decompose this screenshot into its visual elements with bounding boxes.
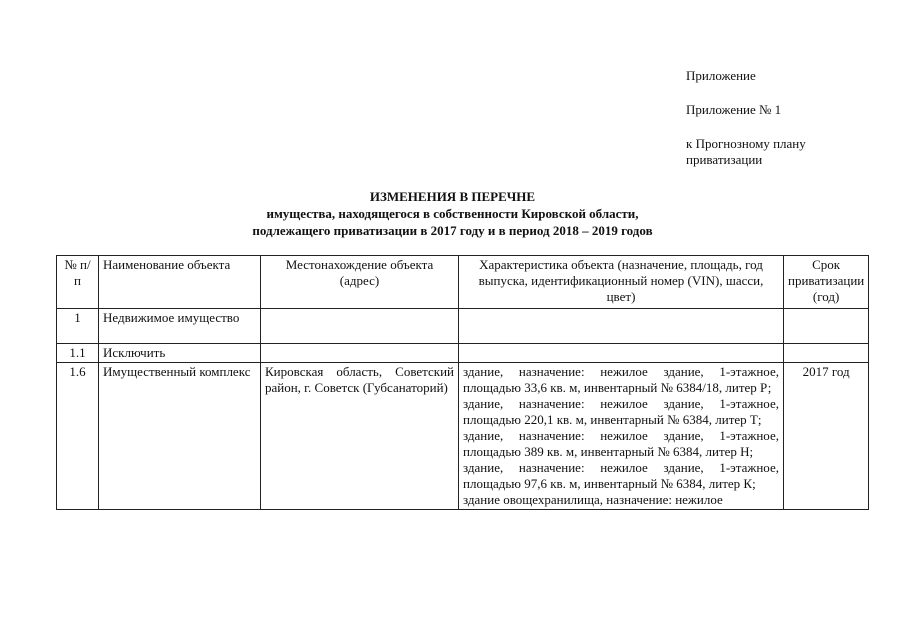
header-location: Местонахождение объекта (адрес) [261,256,459,309]
row-location: Кировская область, Советский район, г. Советск (Губсанаторий) [261,363,459,510]
characteristic-item: здание, назначение: нежилое здание, 1-этажное, площадью 33,6 кв. м, инвентарный № 6384/18, литер Р; [463,364,779,395]
row-num: 1.6 [57,363,99,510]
table-header-row [57,256,869,309]
row-characteristics [459,309,784,344]
header-name: Наименование объекта [99,256,261,309]
row-term [784,309,869,344]
header-num: № п/п [57,256,99,309]
appendix-ref-line1: к Прогнозному плану [686,136,806,151]
appendix-ref-line2: приватизации [686,152,763,167]
appendix-number: Приложение № 1 [686,102,782,117]
appendix-block [686,68,886,168]
document-subtitle-2: подлежащего приватизации в 2017 году и в период 2018 – 2019 годов [252,223,653,238]
characteristic-item: здание, назначение: нежилое здание, 1-этажное, площадью 220,1 кв. м, инвентарный № 6384, литер Т; [463,396,779,427]
table-row [57,344,869,363]
table-row [57,363,869,510]
header-term: Срок приватизации (год) [784,256,869,309]
row-num: 1.1 [57,344,99,363]
row-location [261,344,459,363]
row-location [261,309,459,344]
row-term [784,344,869,363]
row-characteristics [459,363,784,510]
privatization-table [56,255,869,510]
row-characteristics [459,344,784,363]
characteristic-item: здание овощехранилища, назначение: нежилое [463,492,723,507]
table-row [57,309,869,344]
row-num: 1 [57,309,99,344]
document-subtitle-1: имущества, находящегося в собственности Кировской области, [266,206,639,221]
appendix-label: Приложение [686,68,756,83]
characteristic-item: здание, назначение: нежилое здание, 1-этажное, площадью 97,6 кв. м, инвентарный № 6384, литер К; [463,460,779,491]
row-name: Имущественный комплекс [99,363,261,510]
characteristic-item: здание, назначение: нежилое здание, 1-этажное, площадью 389 кв. м, инвентарный № 6384, литер Н; [463,428,779,459]
header-characteristics: Характеристика объекта (назначение, площадь, год выпуска, идентификационный номер (VIN), шасси, цвет) [459,256,784,309]
document-title: ИЗМЕНЕНИЯ В ПЕРЕЧНЕ [369,189,536,204]
row-name: Исключить [99,344,261,363]
row-name: Недвижимое имущество [99,309,261,344]
row-term: 2017 год [784,363,869,510]
